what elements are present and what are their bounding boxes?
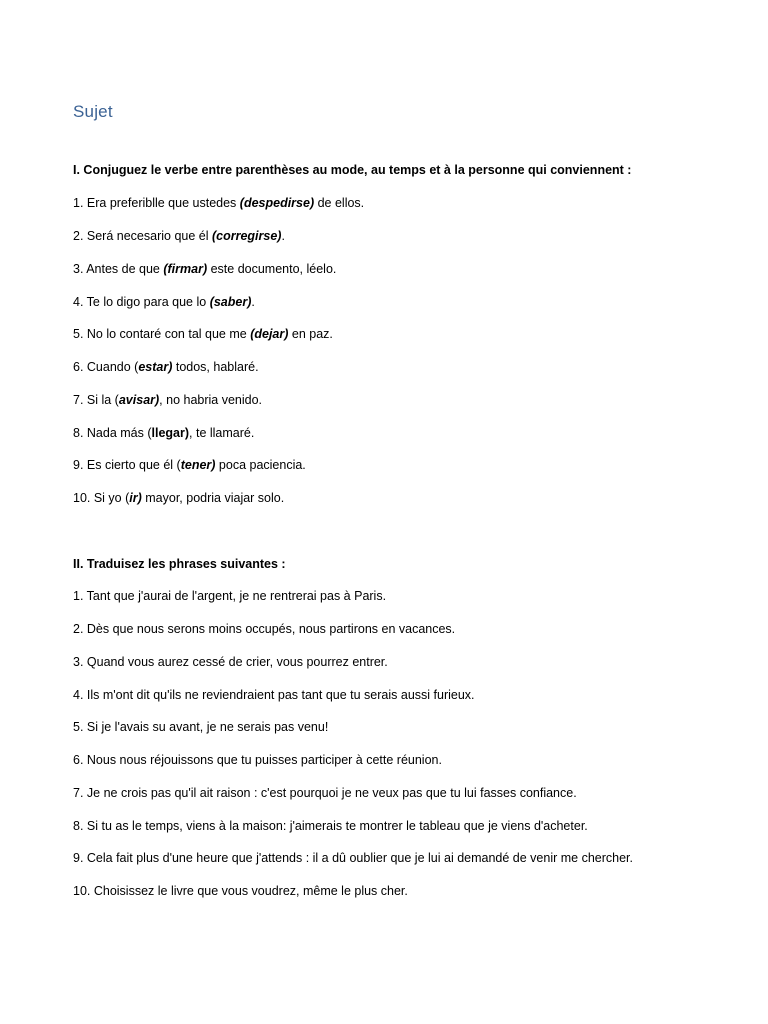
item-text-after: este documento, léelo. (207, 262, 337, 276)
exercise2-item: 3. Quand vous aurez cessé de crier, vous pourrez entrer. (73, 655, 388, 669)
exercise1-item (73, 195, 364, 211)
exercise2-item: 5. Si je l'avais su avant, je ne serais pas venu! (73, 720, 329, 734)
exercise1-item (73, 359, 259, 375)
exercise2-item: 1. Tant que j'aurai de l'argent, je ne rentrerai pas à Paris. (73, 589, 387, 603)
item-text-after: , no habria venido. (159, 393, 263, 407)
item-text-before: 9. Es cierto que él ( (73, 458, 181, 472)
item-text-before: 8. Nada más ( (73, 426, 152, 440)
exercise1-item (73, 228, 285, 244)
item-text-after: mayor, podria viajar solo. (141, 491, 285, 505)
item-text-before: 10. Si yo ( (73, 491, 130, 505)
exercise2-item: 2. Dès que nous serons moins occupés, nous partirons en vacances. (73, 622, 456, 636)
item-text-before: 7. Si la ( (73, 393, 119, 407)
exercise2-item: 10. Choisissez le livre que vous voudrez, même le plus cher. (73, 884, 408, 898)
section1-heading: I. Conjuguez le verbe entre parenthèses au mode, au temps et à la personne qui conviennent : (73, 163, 632, 177)
exercise1-item (73, 261, 336, 277)
item-verb: estar) (138, 360, 173, 374)
exercise2-item: 4. Ils m'ont dit qu'ils ne reviendraient pas tant que tu serais aussi furieux. (73, 688, 475, 702)
item-text-after: todos, hablaré. (172, 360, 259, 374)
item-verb: llegar) (151, 426, 190, 440)
item-text-before: 2. Será necesario que él (73, 229, 212, 243)
item-verb: (saber) (209, 295, 252, 309)
item-text-after: , te llamaré. (189, 426, 255, 440)
exercise1-item (73, 326, 333, 342)
item-text-after: en paz. (288, 327, 333, 341)
item-text-after: . (251, 295, 255, 309)
item-verb: (corregirse) (211, 229, 282, 243)
item-verb: (firmar) (163, 262, 208, 276)
item-verb: avisar) (118, 393, 160, 407)
item-text-after: poca paciencia. (215, 458, 306, 472)
item-verb: (dejar) (250, 327, 289, 341)
item-text-before: 5. No lo contaré con tal que me (73, 327, 251, 341)
exercise2-item: 8. Si tu as le temps, viens à la maison: j'aimerais te montrer le tableau que je viens d'acheter. (73, 819, 588, 833)
exercise2-item: 6. Nous nous réjouissons que tu puisses participer à cette réunion. (73, 753, 442, 767)
item-text-before: 3. Antes de que (73, 262, 164, 276)
item-verb: tener) (180, 458, 216, 472)
item-text-before: 4. Te lo digo para que lo (73, 295, 210, 309)
item-text-before: 1. Era preferiblle que ustedes (73, 196, 240, 210)
page-title: Sujet (73, 102, 113, 121)
exercise1-item (73, 457, 306, 473)
item-text-after: . (281, 229, 285, 243)
item-text-after: de ellos. (314, 196, 365, 210)
section2-heading: II. Traduisez les phrases suivantes : (73, 557, 286, 571)
item-verb: (despedirse) (239, 196, 315, 210)
item-text-before: 6. Cuando ( (73, 360, 139, 374)
exercise1-item (73, 490, 284, 506)
exercise1-item (73, 294, 255, 310)
item-verb: ir) (129, 491, 142, 505)
exercise1-item (73, 392, 262, 408)
exercise1-item (73, 425, 254, 441)
exercise2-item: 9. Cela fait plus d'une heure que j'attends : il a dû oublier que je lui ai demandé de venir me chercher. (73, 851, 633, 865)
exercise2-item: 7. Je ne crois pas qu'il ait raison : c'est pourquoi je ne veux pas que tu lui fasses confiance. (73, 786, 577, 800)
